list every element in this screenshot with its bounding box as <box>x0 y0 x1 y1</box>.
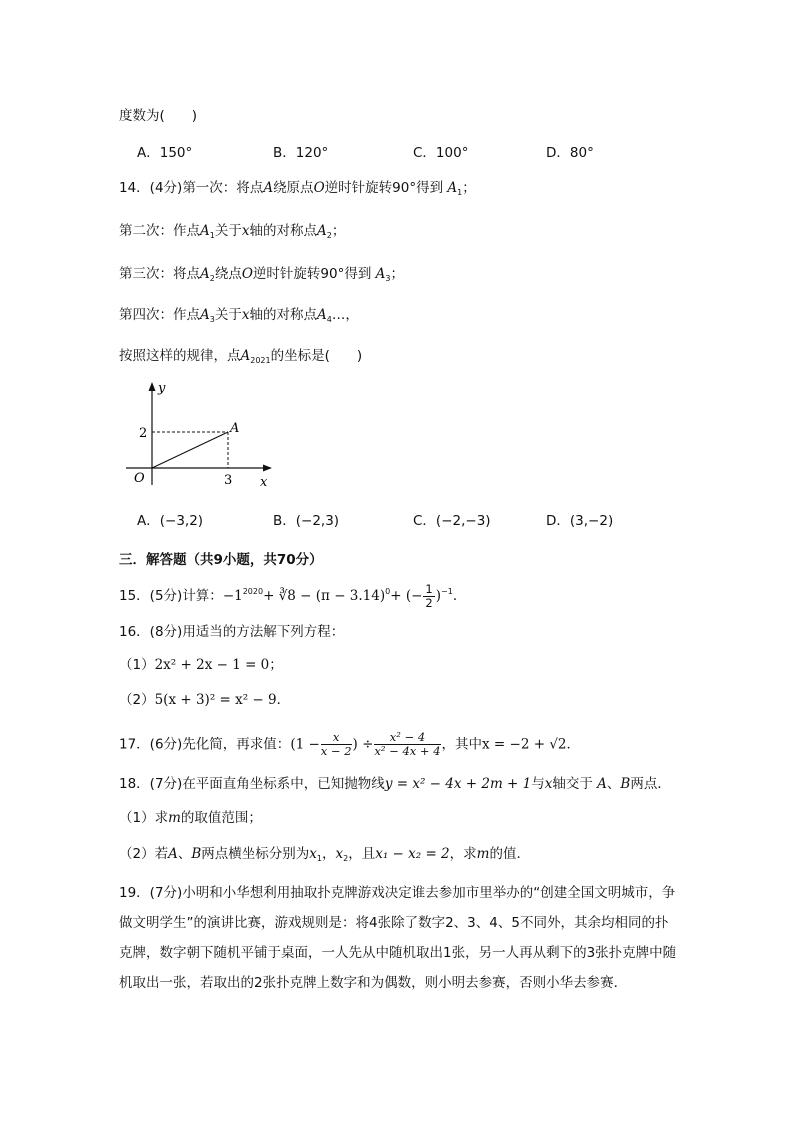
q16-part-1: （1）2x² + 2x − 1 = 0； <box>119 657 283 673</box>
q14-option-a[interactable]: A．(−3,2) <box>137 513 204 529</box>
segment-oa <box>152 432 228 468</box>
tick-x-3: 3 <box>224 473 233 488</box>
q18-stem: 18．(7分)在平面直角坐标系中，已知抛物线y = x² − 4x + 2m + 1与x轴交于 A、B两点． <box>119 776 671 792</box>
q15: 15．(5分)计算：$-1^{2020}+$ ∛8 − $(\pi - 3.14)^0+$ (− $\frac{1}{2}$ )$^{-1}$． <box>119 581 467 610</box>
origin-label: O <box>134 471 145 486</box>
q14-line-4: 第四次：作点$A_3$关于x轴的对称点$A_4\dots$， <box>119 307 359 324</box>
point-a-label: A <box>230 421 240 436</box>
tick-y-2: 2 <box>139 426 148 441</box>
fraction-quadratic: $\frac{\text{x² − 4}}{\text{x² − 4x + 4}}$ <box>374 730 441 758</box>
fraction-one-half: $\frac{1}{2}$ <box>425 581 433 610</box>
q17: 17．(6分)先化简，再求值：(1 − $\frac{x}{x - 2}$ ) ÷ $\frac{\text{x² − 4}}{\text{x² − 4x + 4}}$ ，其中x = −2 + √2． <box>119 730 581 758</box>
q14-line-2: 第二次：作点$A_1$关于x轴的对称点$A_2$； <box>119 223 346 240</box>
x-axis-label: x <box>260 475 268 490</box>
q13-option-d[interactable]: D．80° <box>546 145 594 161</box>
q16-part-2: （2）5(x + 3)² = x² − 9． <box>119 692 291 708</box>
q14-line-5: 按照这样的规律，点$A_{2021}$的坐标是( ) <box>119 348 363 365</box>
q19: 19．(7分)小明和小华想利用抽取扑克牌游戏决定谁去参加市里举办的“创建全国文明城市，争做文明学生”的演讲比赛，游戏规则是：将4张除了数字2、3、4、5不同外，其余均相同的扑克牌，数字朝下随机平铺于桌面，一人先从中随机取出1张，另一人再从剩下的3张扑克牌中随机取出一张，若取出的2张扑克牌上数字和为偶数，则小明去参赛，否则小华去参赛． <box>119 885 677 991</box>
q14-line-1: 14．(4分)第一次：将点A绕原点O逆时针旋转90°得到 $A_1$； <box>119 180 476 197</box>
x-axis-arrow <box>263 465 272 472</box>
y-axis-label: y <box>158 381 166 396</box>
fraction-x-over-x-minus-2: $\frac{x}{x - 2}$ <box>320 730 352 758</box>
q14-line-3: 第三次：将点$A_2$绕点O逆时针旋转90°得到 $A_3$； <box>119 266 404 283</box>
q14-number: 14．(4分) <box>119 180 183 196</box>
y-axis-arrow <box>149 382 156 391</box>
q14-option-b[interactable]: B．(−2,3) <box>273 513 340 529</box>
section-title: 三．解答题（共9小题，共70分） <box>119 552 323 568</box>
q13-option-a[interactable]: A．150° <box>137 145 193 161</box>
q18-part-1: （1）求m的取值范围； <box>119 810 262 826</box>
q14-option-d[interactable]: D．(3,−2) <box>546 513 614 529</box>
q18-part-2: （2）若A、B两点横坐标分别为$x_1$，$x_2$，且x₁ − x₂ = 2，求m的值． <box>119 846 530 863</box>
q14-coordinate-figure <box>118 380 278 492</box>
q13-option-b[interactable]: B．120° <box>273 145 329 161</box>
q13-option-c[interactable]: C．100° <box>413 145 469 161</box>
q16-stem: 16．(8分)用适当的方法解下列方程： <box>119 624 345 640</box>
q14-option-c[interactable]: C．(−2,−3) <box>413 513 491 529</box>
q13-stem-tail: 度数为( ) <box>119 108 198 124</box>
